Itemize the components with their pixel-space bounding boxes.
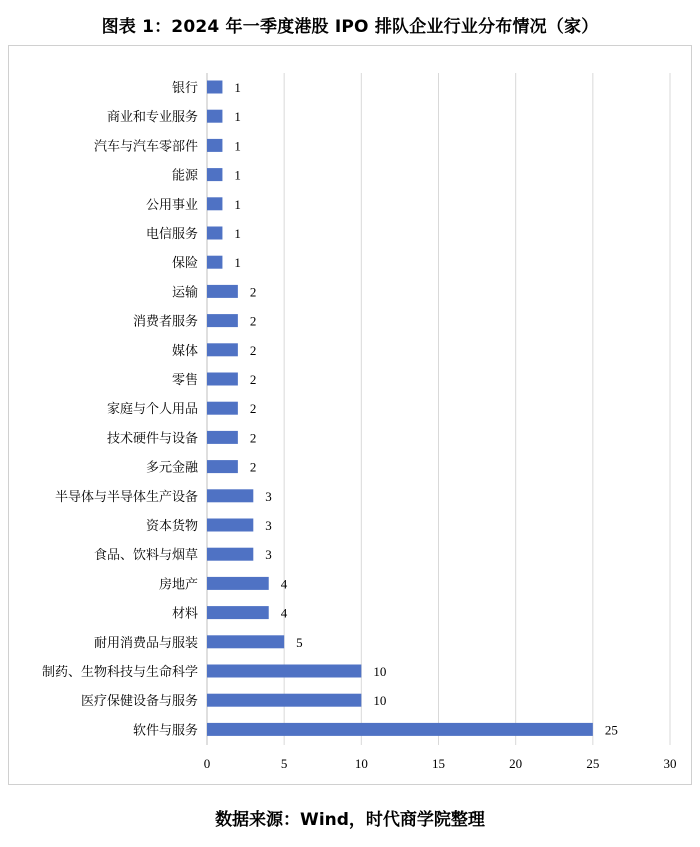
bar	[207, 694, 361, 707]
value-label: 1	[234, 109, 241, 125]
category-label: 电信服务	[145, 227, 198, 242]
bar	[207, 577, 269, 590]
bar	[207, 548, 253, 561]
bar	[207, 635, 284, 648]
x-tick-label: 25	[586, 756, 600, 771]
value-label: 2	[249, 401, 257, 417]
value-label: 1	[234, 80, 241, 95]
category-label: 制药、生物科技与生命科学	[41, 665, 198, 680]
value-label: 3	[265, 488, 272, 504]
category-label: 保险	[171, 256, 198, 272]
bar	[207, 723, 593, 736]
value-label: 1	[234, 196, 241, 212]
category-label: 医疗保健设备与服务	[80, 694, 198, 710]
x-tick-label: 30	[663, 756, 677, 771]
value-label: 3	[265, 518, 272, 533]
category-label: 运输	[171, 285, 198, 301]
bar	[207, 343, 238, 356]
category-label: 公用事业	[145, 197, 198, 213]
x-tick-label: 5	[280, 756, 288, 771]
value-label: 2	[249, 372, 257, 387]
bars	[207, 81, 593, 736]
category-label: 半导体与半导体生产设备	[54, 489, 198, 505]
category-label: 汽车与汽车零部件	[93, 139, 198, 155]
category-label: 银行	[171, 81, 198, 96]
value-label: 5	[296, 634, 303, 650]
value-label: 25	[604, 722, 618, 738]
category-label: 商业和专业服务	[106, 110, 198, 126]
category-label: 软件与服务	[132, 723, 198, 739]
bar	[207, 460, 238, 473]
bar	[207, 402, 238, 415]
category-label: 耐用消费品与服装	[93, 635, 198, 651]
bar	[207, 373, 238, 386]
bar	[207, 227, 222, 240]
bar	[207, 314, 238, 327]
bar	[207, 431, 238, 444]
category-label: 材料	[171, 606, 198, 622]
bar	[207, 81, 222, 94]
category-label: 能源	[171, 168, 198, 184]
value-labels	[234, 80, 617, 737]
category-label: 家庭与个人用品	[106, 402, 198, 418]
category-labels	[42, 81, 199, 738]
bar	[207, 197, 222, 210]
category-label: 食品、饮料与烟草	[93, 548, 198, 564]
value-label: 1	[234, 226, 241, 241]
value-label: 2	[249, 284, 257, 300]
value-label: 4	[280, 576, 288, 592]
value-label: 10	[373, 693, 387, 709]
category-label: 房地产	[158, 577, 198, 593]
bar	[207, 606, 269, 619]
value-label: 1	[234, 255, 241, 271]
bar	[207, 168, 222, 181]
bar	[207, 139, 222, 152]
category-label: 多元金融	[145, 460, 198, 476]
value-label: 3	[265, 547, 272, 563]
bar	[207, 256, 222, 269]
x-tick-labels	[204, 756, 677, 771]
category-label: 技术硬件与设备	[106, 431, 198, 447]
value-label: 1	[234, 167, 241, 183]
x-tick-label: 0	[203, 756, 211, 771]
bar	[207, 489, 253, 502]
category-label: 资本货物	[145, 519, 198, 534]
value-label: 2	[249, 430, 257, 446]
category-label: 媒体	[171, 343, 198, 359]
value-label: 2	[249, 342, 257, 358]
value-label: 2	[249, 313, 257, 329]
category-label: 消费者服务	[132, 314, 198, 330]
x-tick-label: 15	[432, 756, 445, 771]
value-label: 4	[280, 605, 288, 621]
bar	[207, 665, 361, 678]
value-label: 2	[249, 459, 257, 475]
bar	[207, 519, 253, 532]
bar	[207, 110, 222, 123]
value-label: 10	[373, 664, 387, 679]
source-note: 数据来源：Wind，时代商学院整理	[215, 810, 485, 830]
x-tick-label: 20	[509, 756, 523, 771]
category-label: 零售	[171, 373, 198, 388]
value-label: 1	[234, 138, 241, 154]
chart-title: 图表 1：2024 年一季度港股 IPO 排队企业行业分布情况（家）	[101, 17, 599, 37]
x-tick-label: 10	[354, 756, 368, 771]
bar	[207, 285, 238, 298]
